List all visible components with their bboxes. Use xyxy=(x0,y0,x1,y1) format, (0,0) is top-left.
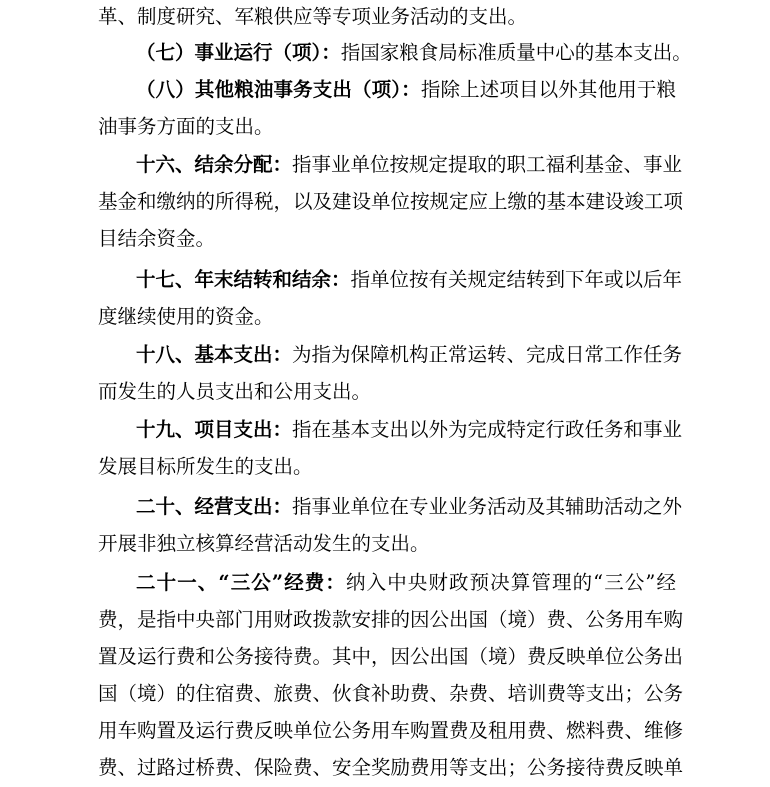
text-line xyxy=(98,638,684,676)
body-text: 为指为保障机构正常运转、完成日常工作任务 xyxy=(292,343,683,366)
section-heading: 十六、结余分配： xyxy=(136,153,293,176)
text-line xyxy=(98,183,684,221)
text-line xyxy=(98,601,684,639)
body-text: 指在基本支出以外为完成特定行政任务和事业 xyxy=(292,418,683,441)
text-line xyxy=(98,448,676,486)
body-text: 基金和缴纳的所得税，以及建设单位按规定应上缴的基本建设竣工项 xyxy=(98,190,684,213)
body-text: 发展目标所发生的支出。 xyxy=(98,455,313,478)
body-text: 开展非独立核算经营活动发生的支出。 xyxy=(98,532,430,555)
body-text: 费、过路过桥费、保险费、安全奖励费用等支出；公务接待费反映单 xyxy=(98,756,684,779)
text-line xyxy=(98,712,684,750)
section-heading: （八）其他粮油事务支出（项）： xyxy=(136,78,421,101)
section-heading: 十七、年末结转和结余： xyxy=(136,268,351,291)
body-text: 指事业单位按规定提取的职工福利基金、事业 xyxy=(292,153,683,176)
body-text: 指除上述项目以外其他用于粮 xyxy=(420,78,676,101)
paragraph-first-line xyxy=(136,34,692,72)
text-line xyxy=(98,0,676,36)
text-line xyxy=(98,108,676,146)
body-text: 指国家粮食局标准质量中心的基本支出。 xyxy=(340,41,692,64)
body-text: 指事业单位在专业业务活动及其辅助活动之外 xyxy=(292,495,683,518)
paragraph-first-line xyxy=(136,261,683,299)
body-text: 指单位按有关规定结转到下年或以后年 xyxy=(350,268,683,291)
body-text: 置及运行费和公务接待费。其中，因公出国（境）费反映单位公务出 xyxy=(98,645,684,668)
text-line xyxy=(98,373,676,411)
body-text: 而发生的人员支出和公用支出。 xyxy=(98,380,372,403)
body-text: 度继续使用的资金。 xyxy=(98,305,274,328)
text-line xyxy=(98,675,684,713)
body-text: 用车购置及运行费反映单位公务用车购置费及租用费、燃料费、维修 xyxy=(98,719,684,742)
section-heading: 十八、基本支出： xyxy=(136,343,293,366)
paragraph-first-line xyxy=(136,564,676,602)
section-heading: 十九、项目支出： xyxy=(136,418,293,441)
section-heading: 二十一、“三公”经费： xyxy=(136,571,346,594)
text-line xyxy=(98,220,676,258)
text-line xyxy=(98,525,676,563)
paragraph-first-line xyxy=(136,336,683,374)
body-text: 纳入中央财政预决算管理的“三公”经 xyxy=(346,571,676,594)
paragraph-first-line xyxy=(136,71,676,109)
section-heading: 二十、经营支出： xyxy=(136,495,293,518)
paragraph-first-line xyxy=(136,488,683,526)
text-line xyxy=(98,749,684,787)
body-text: 目结余资金。 xyxy=(98,227,216,250)
paragraph-first-line xyxy=(136,411,683,449)
body-text: 油事务方面的支出。 xyxy=(98,115,274,138)
body-text: 国（境）的住宿费、旅费、伙食补助费、杂费、培训费等支出；公务 xyxy=(98,682,684,705)
paragraph-first-line xyxy=(136,146,683,184)
section-heading: （七）事业运行（项）： xyxy=(136,41,341,64)
body-text: 费，是指中央部门用财政拨款安排的因公出国（境）费、公务用车购 xyxy=(98,608,684,631)
text-line xyxy=(98,298,676,336)
body-text: 革、制度研究、军粮供应等专项业务活动的支出。 xyxy=(98,5,528,28)
